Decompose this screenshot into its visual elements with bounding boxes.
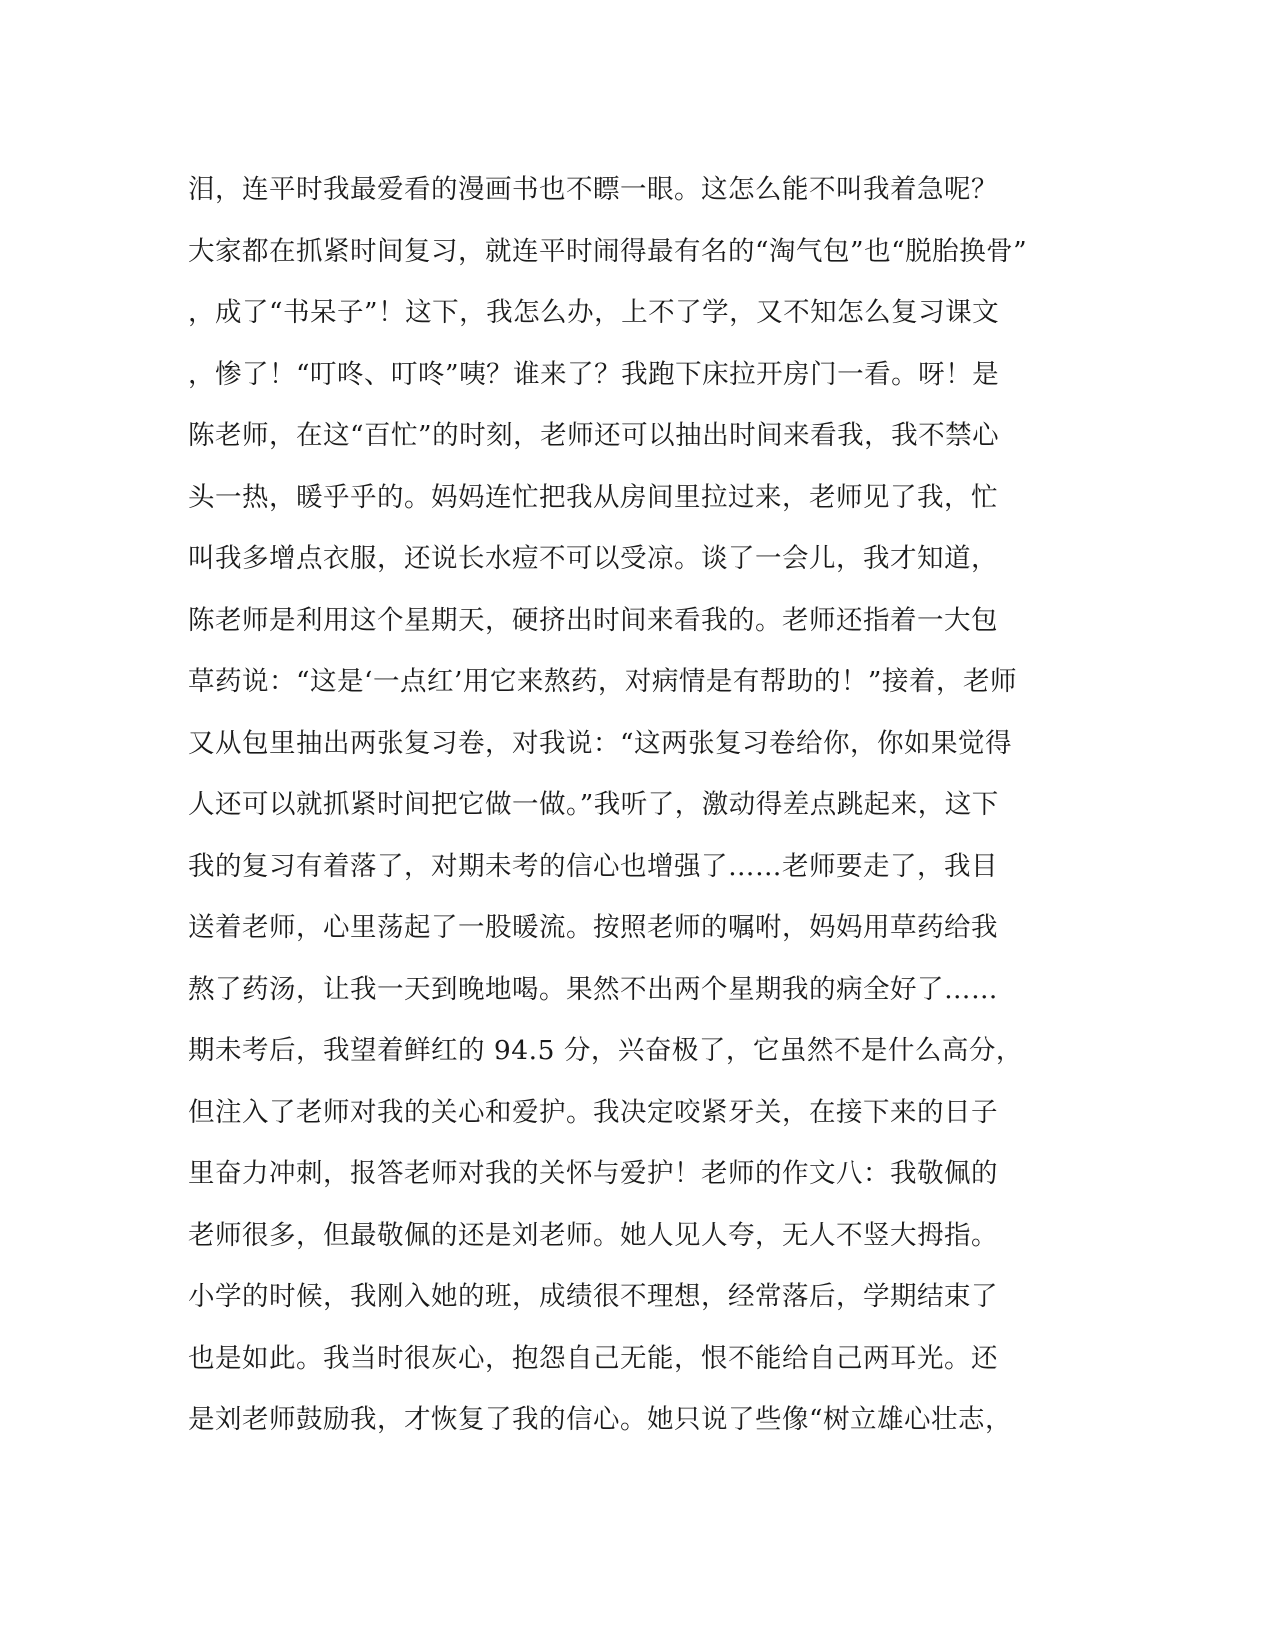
- text-line: 是刘老师鼓励我，才恢复了我的信心。她只说了些像“树立雄心壮志，: [188, 1404, 1013, 1435]
- text-line: ，惨了！“叮咚、叮咚”咦？谁来了？我跑下床拉开房门一看。呀！是: [188, 358, 1000, 390]
- text-line: 叫我多增点衣服，还说长水痘不可以受凉。谈了一会儿，我才知道，: [188, 543, 998, 574]
- text-line: 期未考后，我望着鲜红的 94.5 分，兴奋极了，它虽然不是什么高分，: [188, 1035, 1023, 1066]
- text-line: 里奋力冲刺，报答老师对我的关怀与爱护！老师的作文八：我敬佩的: [188, 1158, 998, 1189]
- text-line: 我的复习有着落了，对期未考的信心也增强了……老师要走了，我目: [188, 850, 998, 882]
- text-line: 小学的时候，我刚入她的班，成绩很不理想，经常落后，学期结束了: [188, 1281, 998, 1312]
- text-line: 但注入了老师对我的关心和爱护。我决定咬紧牙关，在接下来的日子: [188, 1096, 998, 1128]
- text-line: 老师很多，但最敬佩的还是刘老师。她人见人夸，无人不竖大拇指。: [188, 1219, 998, 1251]
- text-line: 送着老师，心里荡起了一股暖流。按照老师的嘱咐，妈妈用草药给我: [188, 912, 998, 943]
- text-line: 人还可以就抓紧时间把它做一做。”我听了，激动得差点跳起来，这下: [188, 789, 999, 820]
- text-line: 陈老师，在这“百忙”的时刻，老师还可以抽出时间来看我，我不禁心: [188, 420, 1000, 451]
- text-line: 泪，连平时我最爱看的漫画书也不瞟一眼。这怎么能不叫我着急呢？: [188, 174, 998, 205]
- text-line: 陈老师是利用这个星期天，硬挤出时间来看我的。老师还指着一大包: [188, 604, 998, 636]
- text-line: 头一热，暖乎乎的。妈妈连忙把我从房间里拉过来，老师见了我，忙: [188, 481, 998, 513]
- text-line: 又从包里抽出两张复习卷，对我说：“这两张复习卷给你，你如果觉得: [188, 727, 1013, 759]
- text-line: 草药说：“这是‘一点红’用它来熬药，对病情是有帮助的！”接着，老师: [188, 666, 1017, 697]
- text-line: ，成了“书呆子”！这下，我怎么办，上不了学，又不知怎么复习课文: [188, 297, 1000, 328]
- text-line: 也是如此。我当时很灰心，抱怨自己无能，恨不能给自己两耳光。还: [188, 1342, 998, 1374]
- body-text: [188, 159, 1088, 1451]
- text-line: 熬了药汤，让我一天到晚地喝。果然不出两个星期我的病全好了……: [188, 973, 998, 1005]
- text-line: 大家都在抓紧时间复习，就连平时闹得最有名的“淘气包”也“脱胎换骨”: [188, 235, 1028, 267]
